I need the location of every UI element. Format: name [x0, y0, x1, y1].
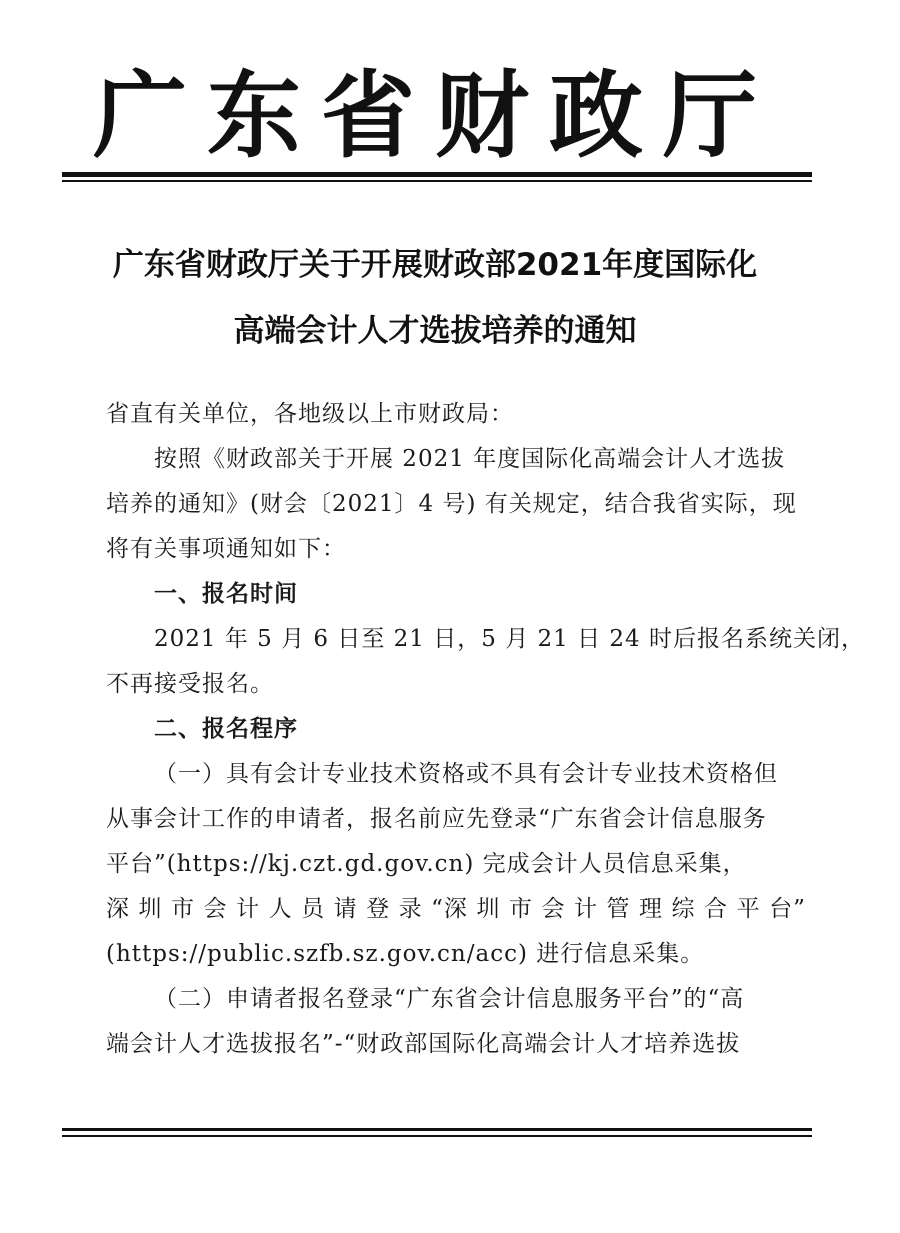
- footer-rule-thick: [62, 1128, 812, 1131]
- item1-line-3: 平台”(https://kj.czt.gd.gov.cn) 完成会计人员信息采集，: [106, 851, 747, 877]
- section1-line-1: 2021 年 5 月 6 日至 21 日，5 月 21 日 24 时后报名系统关闭，: [154, 626, 865, 652]
- justified-glyph: 圳: [138, 896, 163, 922]
- footer-rule-thin: [62, 1135, 812, 1137]
- item1-line-2: 从事会计工作的申请者，报名前应先登录“广东省会计信息服务: [106, 806, 767, 832]
- document-title: [60, 232, 810, 364]
- justified-glyph: 管: [606, 896, 631, 922]
- justified-glyph: 台”: [769, 896, 806, 922]
- item2-line-1: （二）申请者报名登录“广东省会计信息服务平台”的“高: [154, 986, 745, 1012]
- justified-glyph: 员: [301, 896, 326, 922]
- justified-glyph: 市: [508, 896, 533, 922]
- intro-line-1: 按照《财政部关于开展 2021 年度国际化高端会计人才选拔: [154, 446, 786, 472]
- justified-glyph: 会: [203, 896, 228, 922]
- justified-glyph: 登: [366, 896, 391, 922]
- justified-glyph: 合: [704, 896, 729, 922]
- section-heading-registration-time: 一、报名时间: [154, 581, 298, 607]
- section-heading-registration-procedure: 二、报名程序: [154, 716, 298, 742]
- justified-glyph: 平: [736, 896, 761, 922]
- justified-glyph: 录: [398, 896, 423, 922]
- justified-glyph: 计: [573, 896, 598, 922]
- justified-glyph: 深: [106, 896, 130, 922]
- item1-line-1: （一）具有会计专业技术资格或不具有会计专业技术资格但: [154, 761, 778, 787]
- justified-glyph: 圳: [476, 896, 501, 922]
- justified-glyph: 计: [236, 896, 261, 922]
- document-body: [106, 392, 865, 1067]
- title-line-1: 广东省财政厅关于开展财政部2021年度国际化: [112, 247, 758, 283]
- justified-glyph: 理: [639, 896, 664, 922]
- title-line-2: 高端会计人才选拔培养的通知: [233, 313, 637, 349]
- item2-line-2: 端会计人才选拔报名”-“财政部国际化高端会计人才培养选拔: [106, 1031, 741, 1057]
- addressee: 省直有关单位，各地级以上市财政局：: [106, 401, 514, 427]
- letterhead-title: 广东省财政厅: [92, 61, 777, 171]
- section1-line-2: 不再接受报名。: [106, 671, 274, 697]
- justified-glyph: 请: [333, 896, 358, 922]
- justified-glyph: 会: [541, 896, 566, 922]
- intro-line-3: 将有关事项通知如下：: [106, 536, 346, 562]
- justified-glyph: 人: [268, 896, 293, 922]
- item1-line-5: (https://public.szfb.sz.gov.cn/acc) 进行信息采集。: [106, 941, 705, 967]
- intro-line-2: 培养的通知》(财会〔2021〕4 号) 有关规定，结合我省实际，现: [106, 491, 797, 517]
- item1-line-4: [106, 887, 806, 932]
- justified-glyph: 市: [171, 896, 196, 922]
- letterhead-rule-thin: [62, 180, 812, 182]
- justified-glyph: 综: [671, 896, 696, 922]
- letterhead-rule-thick: [62, 172, 812, 177]
- justified-glyph: “深: [431, 896, 468, 922]
